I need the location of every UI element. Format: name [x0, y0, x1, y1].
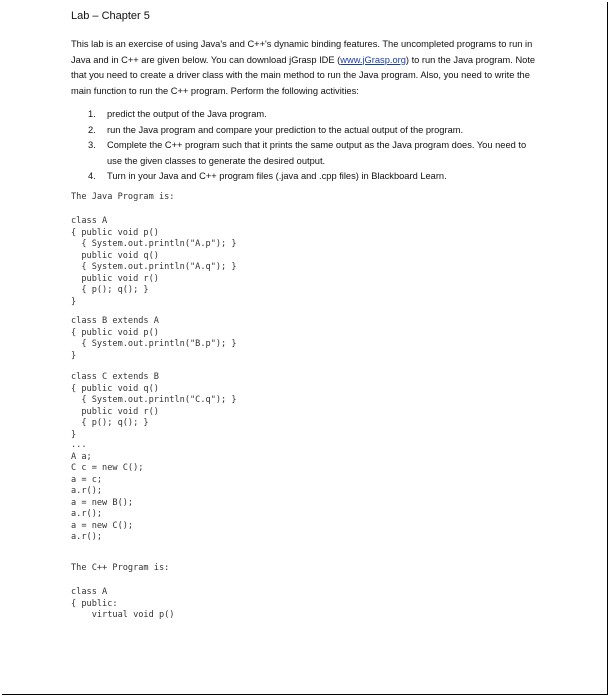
intro-paragraph [71, 37, 541, 99]
activity-item [88, 169, 528, 185]
intro-text-start: This lab is an exercise of using Java's and C++'s dynamic binding features. The uncompleted programs to run in Java and in C++ are given below. You can download jGrasp IDE ( [71, 39, 533, 65]
activity-text: Turn in your Java and C++ program files (.java and .cpp files) in Blackboard Learn. [107, 171, 447, 181]
java-class-a-code: class A { public void p() { System.out.println("A.p"); } public void q() { System.out.println("A.q"); } public void r() { p(); q(); } } [71, 216, 237, 307]
activity-item [88, 123, 528, 139]
java-program-heading: The Java Program is: [71, 192, 175, 202]
intro-text-end: ) to run the Java program. Note that you need to create a driver class with the main method to run the Java program. Also, you need to write the main function to run the C++ program. Perform the following activities: [71, 54, 536, 96]
java-main-code: ... A a; C c = new C(); a = c; a.r(); a = new B(); a.r(); a = new C(); a.r(); [71, 440, 144, 542]
page-title: Lab – Chapter 5 [71, 10, 150, 22]
jgrasp-link[interactable]: www.jGrasp.org [340, 54, 406, 65]
activity-number: 4. [88, 171, 96, 181]
cpp-program-heading: The C++ Program is: [71, 563, 170, 573]
activity-number: 3. [88, 140, 96, 150]
activity-text: Complete the C++ program such that it prints the same output as the Java program does. You need to use the given classes to generate the desired output. [107, 140, 527, 166]
java-class-c-code: class C extends B { public void q() { System.out.println("C.q"); } public void r() { p(); q(); } } [71, 372, 237, 440]
activity-text: predict the output of the Java program. [107, 109, 267, 119]
activity-text: run the Java program and compare your prediction to the actual output of the program. [107, 124, 464, 135]
activities-list [88, 107, 528, 185]
activity-number: 1. [88, 109, 96, 119]
java-class-b-code: class B extends A { public void p() { System.out.println("B.p"); } } [71, 316, 237, 361]
activity-number: 2. [88, 124, 96, 135]
cpp-class-a-code: class A { public: virtual void p() [71, 587, 175, 620]
activity-item [88, 107, 528, 123]
activity-item [88, 138, 528, 169]
